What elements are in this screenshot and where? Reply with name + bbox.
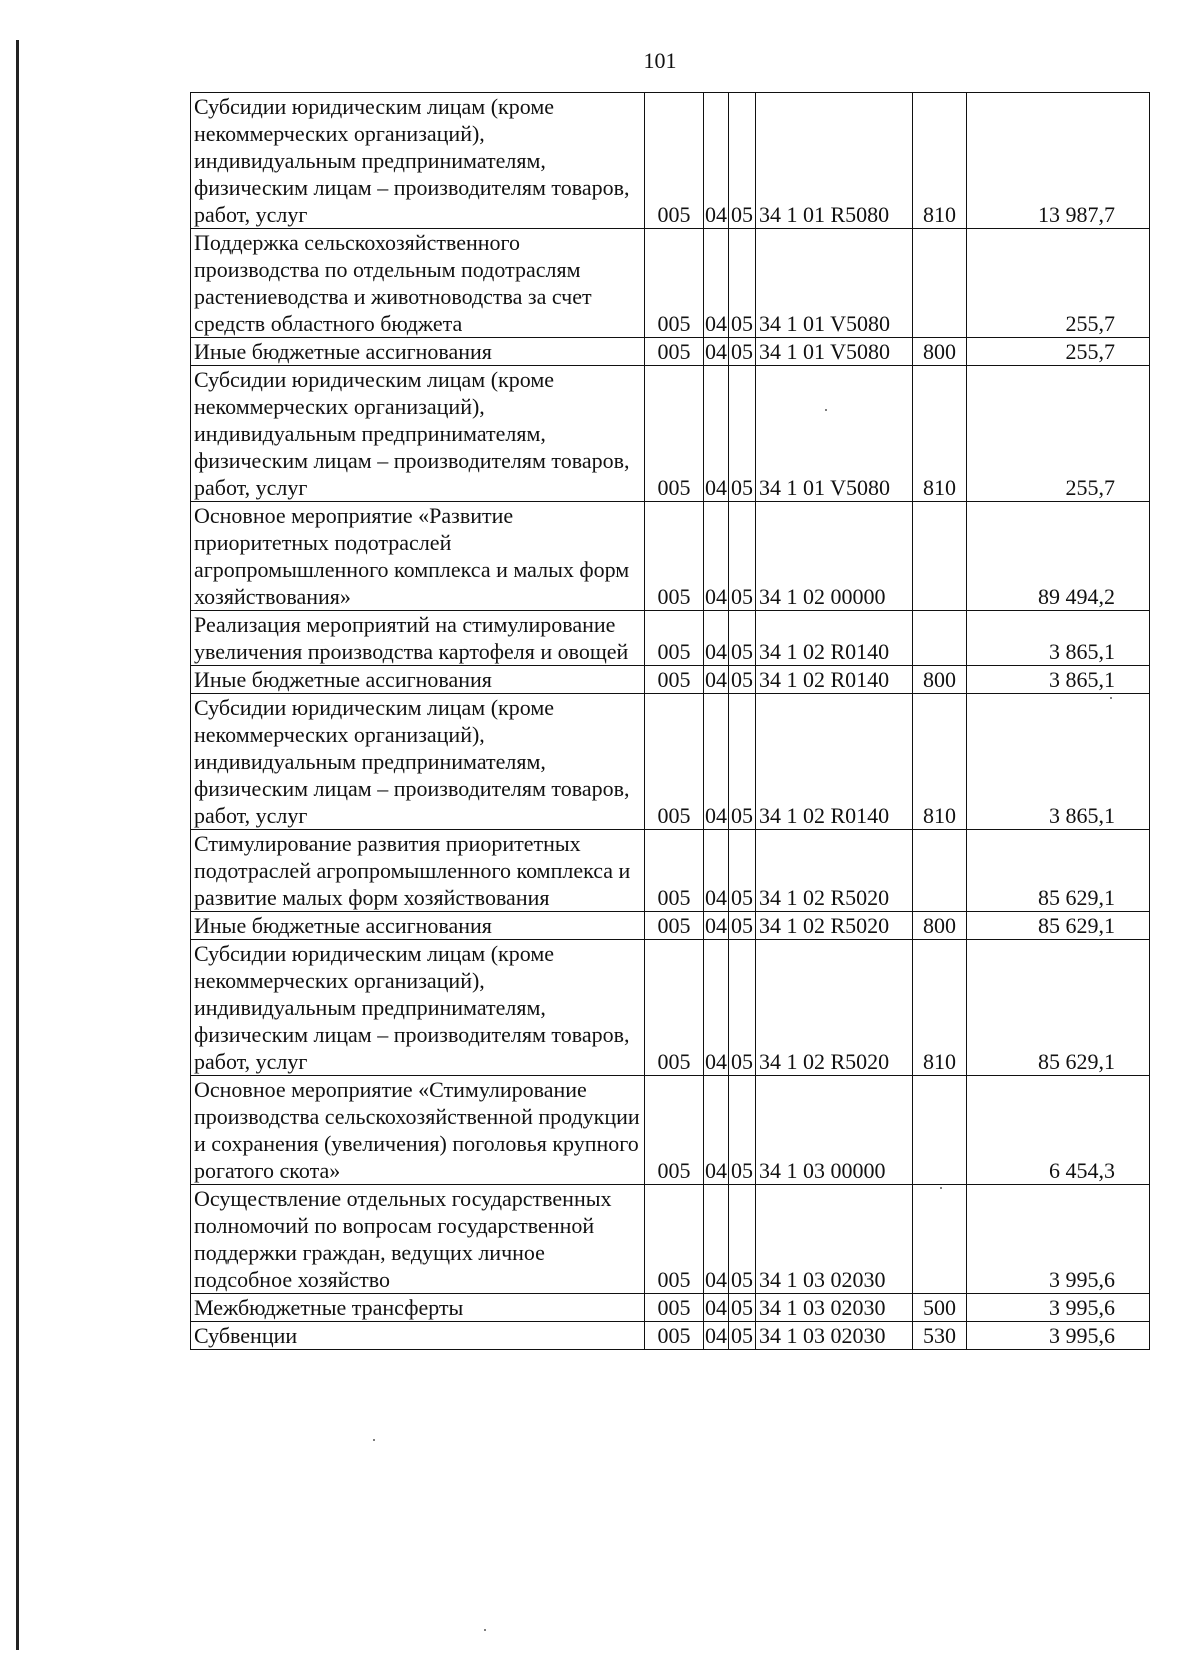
row-amount: 85 629,1 <box>967 940 1150 1076</box>
row-subsection-code: 05 <box>729 366 756 502</box>
row-subsection-code: 05 <box>729 1294 756 1322</box>
row-target-article: 34 1 03 00000 <box>756 1076 913 1185</box>
row-subsection-code: 05 <box>729 694 756 830</box>
row-subsection-code: 05 <box>729 1185 756 1294</box>
budget-table-body <box>191 93 1150 1350</box>
row-subsection-code: 05 <box>729 338 756 366</box>
row-name: Субсидии юридическим лицам (кроме некоммерческих организаций), индивидуальным предпринимателям, физическим лицам – производителям товаров, работ, услуг <box>191 93 645 229</box>
table-row <box>191 611 1150 666</box>
row-section-code: 04 <box>705 667 727 692</box>
row-target-article: 34 1 01 R5080 <box>756 93 913 229</box>
row-name: Иные бюджетные ассигнования <box>191 912 645 940</box>
table-row <box>191 338 1150 366</box>
row-expense-type: 810 <box>913 366 967 502</box>
row-name: Субсидии юридическим лицам (кроме некоммерческих организаций), индивидуальным предпринимателям, физическим лицам – производителям товаров, работ, услуг <box>191 366 645 502</box>
row-amount: 13 987,7 <box>967 93 1150 229</box>
row-name: Основное мероприятие «Развитие приоритетных подотраслей агропромышленного комплекса и малых форм хозяйствования» <box>191 502 645 611</box>
row-ved-code: 005 <box>645 502 704 611</box>
row-section-code: 04 <box>705 913 727 938</box>
row-name: Субсидии юридическим лицам (кроме некоммерческих организаций), индивидуальным предпринимателям, физическим лицам – производителям товаров, работ, услуг <box>191 694 645 830</box>
row-name: Основное мероприятие «Стимулирование производства сельскохозяйственной продукции и сохранения (увеличения) поголовья крупного рогатого скота» <box>191 1076 645 1185</box>
row-ved-code: 005 <box>645 338 704 366</box>
row-expense-type <box>913 1076 967 1185</box>
row-expense-type <box>913 611 967 666</box>
row-section-code: 04 <box>704 1185 729 1294</box>
row-section-code: 04 <box>705 1323 727 1348</box>
budget-table <box>190 92 1150 1350</box>
row-name: Осуществление отдельных государственных полномочий по вопросам государственной поддержки граждан, ведущих личное подсобное хозяйство <box>191 1185 645 1294</box>
row-amount: 89 494,2 <box>967 502 1150 611</box>
row-subsection-code: 05 <box>729 1322 756 1350</box>
table-row <box>191 502 1150 611</box>
row-ved-code: 005 <box>645 93 704 229</box>
row-subsection-code: 05 <box>729 830 756 912</box>
row-target-article: 34 1 02 00000 <box>756 502 913 611</box>
row-subsection-code: 05 <box>729 229 756 338</box>
table-row <box>191 1185 1150 1294</box>
row-expense-type <box>913 502 967 611</box>
row-amount: 255,7 <box>967 366 1150 502</box>
row-amount: 6 454,3 <box>967 1076 1150 1185</box>
row-expense-type <box>913 1185 967 1294</box>
row-expense-type: 500 <box>913 1294 967 1322</box>
table-row <box>191 229 1150 338</box>
row-subsection-code: 05 <box>729 502 756 611</box>
row-subsection-code: 05 <box>729 912 756 940</box>
scan-speck <box>373 1439 375 1441</box>
row-expense-type: 800 <box>913 338 967 366</box>
table-row <box>191 912 1150 940</box>
row-target-article: 34 1 02 R5020 <box>756 912 913 940</box>
scan-speck <box>1110 697 1112 699</box>
row-name: Иные бюджетные ассигнования <box>191 666 645 694</box>
row-name: Стимулирование развития приоритетных подотраслей агропромышленного комплекса и развитие малых форм хозяйствования <box>191 830 645 912</box>
row-target-article: 34 1 01 V5080 <box>756 366 913 502</box>
row-section-code: 04 <box>704 1076 729 1185</box>
row-section-code: 04 <box>704 366 729 502</box>
row-target-article: 34 1 03 02030 <box>756 1185 913 1294</box>
row-name: Межбюджетные трансферты <box>191 1294 645 1322</box>
scan-speck <box>825 409 827 411</box>
row-target-article: 34 1 02 R5020 <box>756 830 913 912</box>
row-ved-code: 005 <box>645 666 704 694</box>
row-amount: 3 865,1 <box>967 666 1150 694</box>
row-ved-code: 005 <box>645 611 704 666</box>
row-section-code: 04 <box>704 830 729 912</box>
row-expense-type: 810 <box>913 940 967 1076</box>
row-subsection-code: 05 <box>729 940 756 1076</box>
row-target-article: 34 1 02 R0140 <box>756 666 913 694</box>
row-section-code: 04 <box>704 694 729 830</box>
row-expense-type <box>913 229 967 338</box>
table-row <box>191 1076 1150 1185</box>
row-ved-code: 005 <box>645 1322 704 1350</box>
table-row <box>191 830 1150 912</box>
row-section-code: 04 <box>705 1295 727 1320</box>
row-section-code: 04 <box>704 940 729 1076</box>
row-amount: 3 995,6 <box>967 1294 1150 1322</box>
row-ved-code: 005 <box>645 694 704 830</box>
row-expense-type <box>913 830 967 912</box>
row-ved-code: 005 <box>645 1294 704 1322</box>
row-name: Поддержка сельскохозяйственного производства по отдельным подотраслям растениеводства и животноводства за счет средств областного бюджета <box>191 229 645 338</box>
page-number: 101 <box>643 48 677 73</box>
row-ved-code: 005 <box>645 830 704 912</box>
row-ved-code: 005 <box>645 366 704 502</box>
row-target-article: 34 1 03 02030 <box>756 1294 913 1322</box>
row-name: Субсидии юридическим лицам (кроме некоммерческих организаций), индивидуальным предпринимателям, физическим лицам – производителям товаров, работ, услуг <box>191 940 645 1076</box>
row-name: Субвенции <box>191 1322 645 1350</box>
row-subsection-code: 05 <box>729 611 756 666</box>
row-amount: 3 865,1 <box>967 694 1150 830</box>
row-name: Иные бюджетные ассигнования <box>191 338 645 366</box>
row-ved-code: 005 <box>645 229 704 338</box>
row-target-article: 34 1 01 V5080 <box>756 338 913 366</box>
table-row <box>191 940 1150 1076</box>
row-section-code: 04 <box>705 339 727 364</box>
row-target-article: 34 1 03 02030 <box>756 1322 913 1350</box>
table-row <box>191 666 1150 694</box>
table-row <box>191 1294 1150 1322</box>
row-expense-type: 530 <box>913 1322 967 1350</box>
row-amount: 255,7 <box>967 229 1150 338</box>
row-subsection-code: 05 <box>729 666 756 694</box>
row-amount: 3 995,6 <box>967 1322 1150 1350</box>
row-target-article: 34 1 02 R0140 <box>756 611 913 666</box>
row-amount: 3 865,1 <box>967 611 1150 666</box>
row-amount: 85 629,1 <box>967 830 1150 912</box>
table-row <box>191 93 1150 229</box>
scan-speck <box>940 1187 942 1189</box>
row-amount: 85 629,1 <box>967 912 1150 940</box>
row-ved-code: 005 <box>645 1076 704 1185</box>
row-section-code: 04 <box>704 502 729 611</box>
row-target-article: 34 1 02 R0140 <box>756 694 913 830</box>
row-target-article: 34 1 01 V5080 <box>756 229 913 338</box>
row-expense-type: 800 <box>913 666 967 694</box>
scan-speck <box>484 1629 486 1631</box>
row-amount: 255,7 <box>967 338 1150 366</box>
row-ved-code: 005 <box>645 1185 704 1294</box>
scan-edge-line <box>16 40 19 1650</box>
row-name: Реализация мероприятий на стимулирование увеличения производства картофеля и овощей <box>191 611 645 666</box>
row-section-code: 04 <box>704 93 729 229</box>
table-row <box>191 366 1150 502</box>
row-expense-type: 810 <box>913 694 967 830</box>
row-expense-type: 800 <box>913 912 967 940</box>
row-ved-code: 005 <box>645 940 704 1076</box>
table-row <box>191 694 1150 830</box>
row-target-article: 34 1 02 R5020 <box>756 940 913 1076</box>
row-section-code: 04 <box>704 611 729 666</box>
row-ved-code: 005 <box>645 912 704 940</box>
row-subsection-code: 05 <box>729 1076 756 1185</box>
table-row <box>191 1322 1150 1350</box>
row-amount: 3 995,6 <box>967 1185 1150 1294</box>
row-expense-type: 810 <box>913 93 967 229</box>
row-section-code: 04 <box>704 229 729 338</box>
row-subsection-code: 05 <box>729 93 756 229</box>
